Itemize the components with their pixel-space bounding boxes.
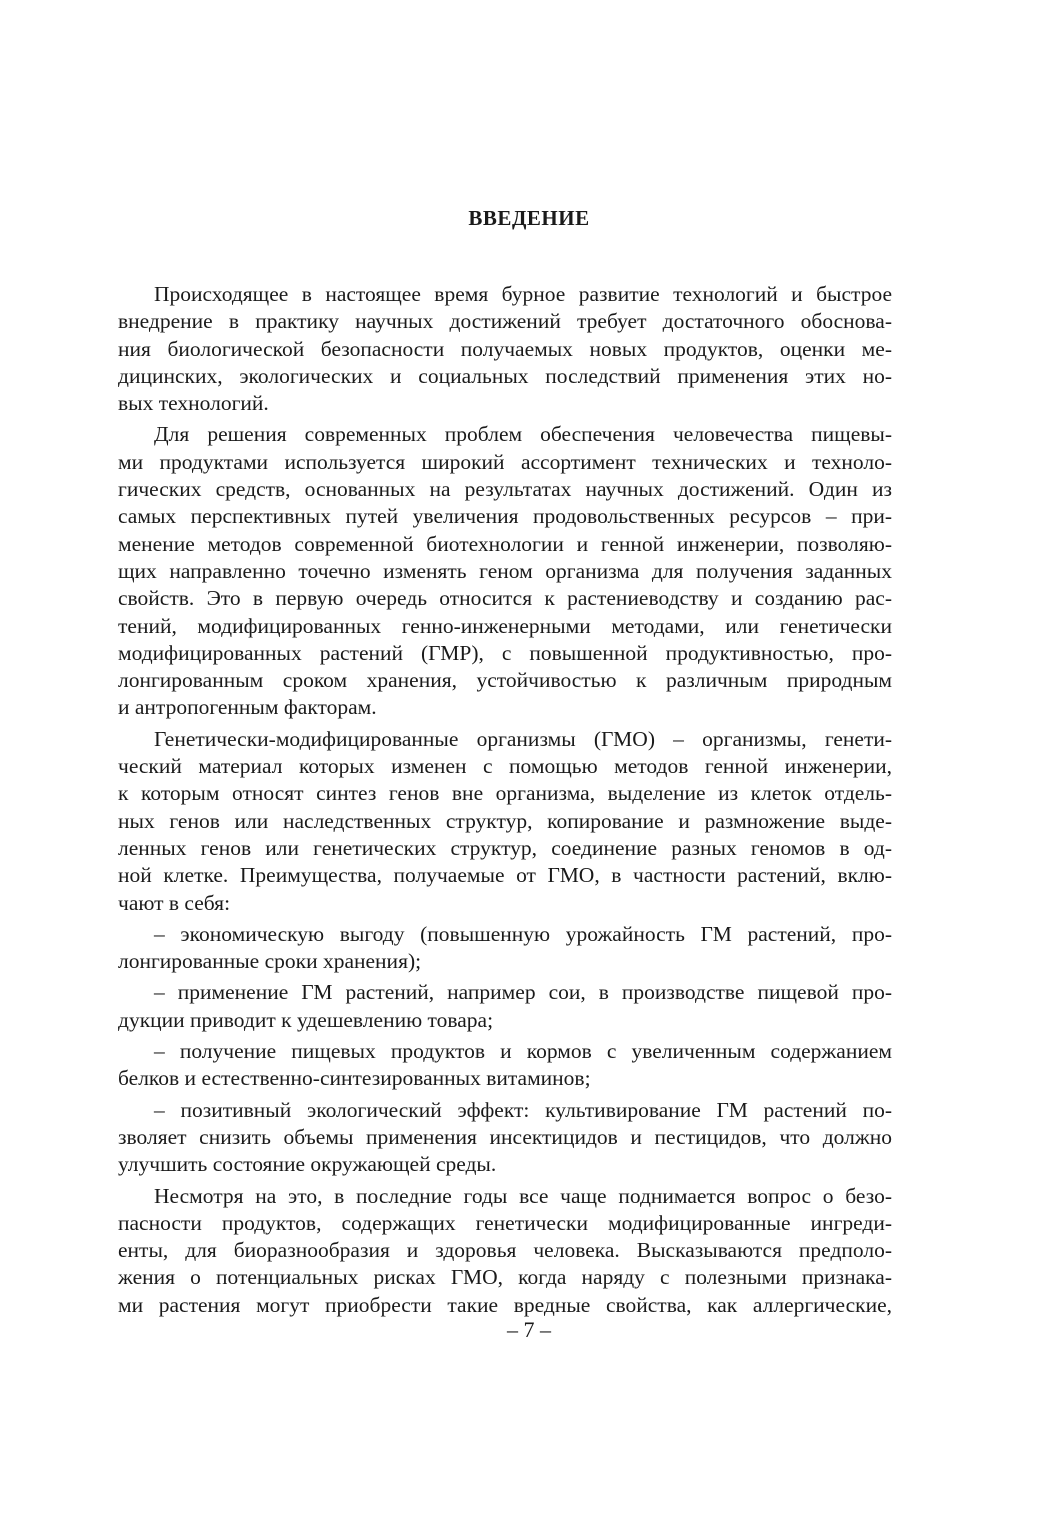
page-number: – 7 – [507, 1317, 551, 1342]
text-line: менение методов современной биотехнологии и генной инженерии, позволяю- [118, 531, 892, 556]
paragraph [118, 1038, 892, 1093]
text-line: тений, модифицированных генно-инженерными методами, или генетически [118, 613, 892, 638]
text-line: гических средств, основанных на результатах научных достижений. Один из [118, 477, 892, 502]
text-line: ми растения могут приобрести такие вредные свойства, как аллергические, [118, 1292, 892, 1317]
text-line: Для решения современных проблем обеспечения человечества пищевы- [154, 422, 892, 447]
paragraph [118, 979, 892, 1034]
paragraph [118, 921, 892, 976]
text-line: дукции приводит к удешевлению товара; [118, 1007, 494, 1032]
text-line: Происходящее в настоящее время бурное развитие технологий и быстрое [154, 282, 892, 306]
text-line: ной клетке. Преимущества, получаемые от ГМО, в частности растений, вклю- [118, 863, 892, 888]
text-line: зволяет снизить объемы применения инсектицидов и пестицидов, что должно [118, 1124, 892, 1149]
text-line: жения о потенциальных рисках ГМО, когда наряду с полезными признака- [118, 1265, 892, 1290]
text-line: модифицированных растений (ГМР), с повышенной продуктивностью, про- [118, 640, 892, 665]
text-line: ных генов или наследственных структур, копирование и размножение выде- [118, 808, 892, 833]
text-line: Генетически-модифицированные организмы (ГМО) – организмы, генети- [154, 726, 892, 751]
text-line: лонгированные сроки хранения); [118, 949, 422, 974]
text-line: свойств. Это в первую очередь относится к растениеводству и созданию рас- [118, 586, 892, 611]
paragraph [118, 281, 892, 417]
text-line: дицинских, экологических и социальных последствий применения этих но- [118, 363, 892, 388]
text-line: ми продуктами используется широкий ассортимент технических и техноло- [118, 449, 892, 474]
text-line: ния биологической безопасности получаемых новых продуктов, оценки ме- [118, 336, 892, 361]
text-line: пасности продуктов, содержащих генетически модифицированные ингреди- [118, 1210, 892, 1235]
text-line: и антропогенным факторам. [118, 695, 377, 720]
text-line: белков и естественно-синтезированных витаминов; [118, 1066, 591, 1091]
text-line: Несмотря на это, в последние годы все чаще поднимается вопрос о безо- [154, 1183, 892, 1208]
paragraph [118, 421, 892, 721]
text-line: внедрение в практику научных достижений требует достаточного обоснова- [118, 309, 892, 334]
text-line: вых технологий. [118, 391, 269, 416]
text-line: улучшить состояние окружающей среды. [118, 1152, 497, 1177]
text-line: ленных генов или генетических структур, соединение разных геномов в од- [118, 835, 892, 860]
text-line: – экономическую выгоду (повышенную урожайность ГМ растений, про- [154, 921, 892, 946]
text-line: – позитивный экологический эффект: культивирование ГМ растений по- [154, 1097, 892, 1122]
paragraph [118, 1097, 892, 1179]
text-line: самых перспективных путей увеличения продовольственных ресурсов – при- [118, 504, 892, 529]
text-line: к которым относят синтез генов вне организма, выделение из клеток отдель- [118, 781, 892, 806]
text-line: ческий материал которых изменен с помощью методов генной инженерии, [118, 754, 892, 779]
text-line: чают в себя: [118, 890, 231, 915]
text-line: – получение пищевых продуктов и кормов с увеличенным содержанием [154, 1039, 892, 1064]
page-title: ВВЕДЕНИЕ [468, 206, 590, 230]
paragraph [118, 1183, 892, 1319]
text-line: – применение ГМ растений, например сои, в производстве пищевой про- [154, 980, 892, 1005]
text-line: енты, для биоразнообразия и здоровья человека. Высказываются предполо- [118, 1238, 892, 1263]
text-line: лонгированным сроком хранения, устойчивостью к различным природным [118, 668, 892, 693]
text-line: щих направленно точечно изменять геном организма для получения заданных [118, 558, 892, 583]
paragraph [118, 726, 892, 917]
body-text [118, 281, 892, 1319]
